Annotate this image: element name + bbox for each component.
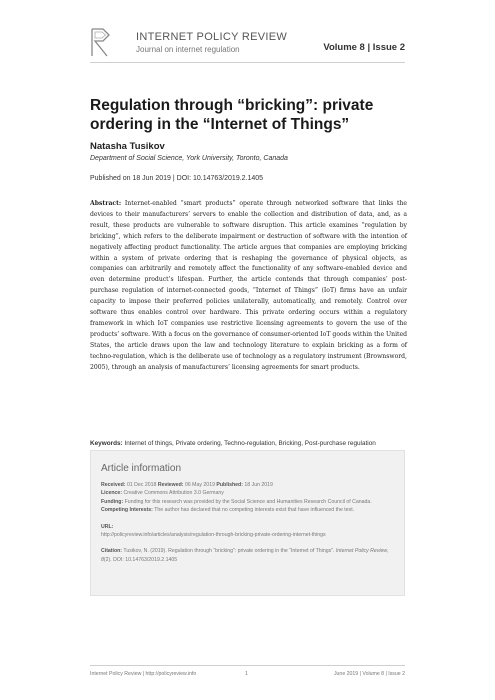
competing-value: The author has declared that no competing interests exist that have influenced the text. xyxy=(154,507,355,514)
licence-line xyxy=(101,489,396,497)
journal-subtitle: Journal on internet regulation xyxy=(136,45,240,54)
ipr-logo-icon xyxy=(90,27,111,58)
footer-right: June 2019 | Volume 8 | Issue 2 xyxy=(333,671,405,677)
page-number: 1 xyxy=(245,671,248,677)
article-info-title: Article information xyxy=(101,463,182,474)
licence-label: Licence: xyxy=(101,490,123,497)
citation-line xyxy=(101,547,396,564)
received-date: 01 Dec 2018 xyxy=(126,482,157,488)
published-date: 18 Jun 2019 xyxy=(244,482,273,488)
competing-line xyxy=(101,506,396,514)
article-info-box xyxy=(90,450,405,596)
funding-label: Funding: xyxy=(101,498,124,505)
citation-label: Citation: xyxy=(101,548,123,555)
received-label: Received: xyxy=(101,482,126,488)
journal-name: INTERNET POLICY REVIEW xyxy=(136,31,288,43)
article-author: Natasha Tusikov xyxy=(90,141,165,152)
dates-line xyxy=(101,481,396,489)
funding-value: Funding for this research was provided by the Social Science and Humanities Research Council of Canada. xyxy=(124,498,372,505)
citation-doi: (2). DOI: 10.14763/2019.2.1405 xyxy=(103,556,178,563)
keywords-label: Keywords: xyxy=(90,440,123,447)
publication-info: Published on 18 Jun 2019 | DOI: 10.14763/2019.2.1405 xyxy=(90,175,264,182)
reviewed-label: Reviewed: xyxy=(157,482,184,488)
footer-rule xyxy=(90,665,405,666)
funding-line xyxy=(101,498,396,506)
competing-label: Competing Interests: xyxy=(101,507,153,514)
article-info-body xyxy=(101,481,396,564)
article-title: Regulation through “bricking”: private ordering in the “Internet of Things” xyxy=(90,97,374,133)
abstract-text: Internet-enabled “smart products” operate through networked software that links the devices to their manufacturers’ servers to enable the collection and distribution of data, and, as a result, these products are vulnerable to software disruption. This article examines “regulation by bricking”, which refers to the deliberate impairment or destruction of software with the intention of negatively affecting product functionality. The article argues that companies are employing bricking within a system of private ordering that is reshaping the governance of physical objects, as companies can arbitrarily and remotely affect the functionality of any software-enabled device and even determine product’s lifespan. Further, the article contends that through companies’ post-purchase regulation of internet-connected goods, “Internet of Things” (IoT) firms have an unfair capacity to impose their preferred policies unilaterally, automatically, and remotely. Control over software thus enables control over hardware. This private ordering occurs within a regulatory framework in which IoT companies use restrictive licensing agreements to govern the use of the products’ software. With a focus on the governance of consumer-oriented IoT goods within the United States, the article draws upon the law and technology literature to explain bricking as a form of techno-regulation, which is the deliberate use of technology as a regulatory instrument (Brownsword, 2005), through an analysis of manufacturers’ licensing agreements for smart products. xyxy=(90,200,407,371)
citation-text: Tusikov, N. (2019). Regulation through “bricking”: private ordering in the “Internet of Things”. xyxy=(123,548,335,555)
citation-journal: Internet Policy Review, 8 xyxy=(101,548,389,563)
keywords xyxy=(90,438,407,449)
header-rule xyxy=(90,62,405,63)
reviewed-date: 06 May 2019 xyxy=(184,482,215,488)
footer-left: Internet Policy Review | http://policyreview.info xyxy=(90,671,197,677)
licence-value: Creative Commons Attribution 3.0 Germany xyxy=(123,490,224,497)
abstract xyxy=(90,199,407,374)
abstract-label: Abstract: xyxy=(90,200,122,207)
journal-header xyxy=(0,0,495,68)
article-url[interactable]: http://policyreview.info/articles/analysis/regulation-through-bricking-private-ordering-internet-things xyxy=(101,532,326,539)
keywords-text: Internet of things, Private ordering, Techno-regulation, Bricking, Post-purchase regulation xyxy=(124,440,376,447)
url-line xyxy=(101,523,396,531)
author-affiliation: Department of Social Science, York University, Toronto, Canada xyxy=(90,155,288,162)
published-label: Published: xyxy=(216,482,243,488)
url-label: URL: xyxy=(101,523,114,530)
volume-issue: Volume 8 | Issue 2 xyxy=(323,42,405,53)
